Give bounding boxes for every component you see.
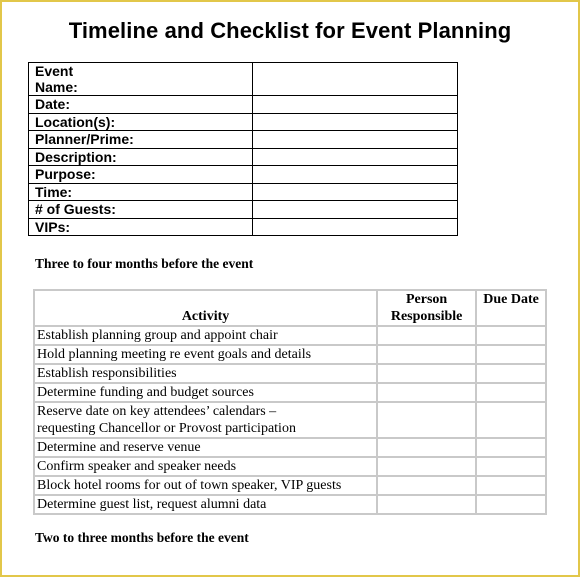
column-header-person-line1: Person (406, 292, 448, 307)
person-responsible-cell[interactable] (377, 457, 476, 476)
column-header-person-line2: Responsible (390, 309, 463, 324)
activity-cell-line2: requesting Chancellor or Provost participation (37, 421, 296, 436)
due-date-cell[interactable] (476, 476, 546, 495)
info-label-purpose: Purpose: (29, 166, 253, 184)
activity-table-header-row (34, 290, 546, 326)
due-date-cell[interactable] (476, 364, 546, 383)
person-responsible-cell[interactable] (377, 495, 476, 514)
info-value-purpose[interactable] (252, 166, 457, 184)
info-label-time: Time: (29, 183, 253, 201)
info-row-date (29, 96, 458, 114)
person-responsible-cell[interactable] (377, 383, 476, 402)
info-value-event-name[interactable] (252, 63, 457, 96)
info-label-planner: Planner/Prime: (29, 131, 253, 149)
activity-cell: Determine and reserve venue (34, 438, 377, 457)
due-date-cell[interactable] (476, 495, 546, 514)
due-date-cell[interactable] (476, 402, 546, 438)
due-date-cell[interactable] (476, 438, 546, 457)
table-row (34, 457, 546, 476)
info-row-vips (29, 218, 458, 236)
document-title: Timeline and Checklist for Event Planning (68, 18, 512, 43)
activity-cell: Confirm speaker and speaker needs (34, 457, 377, 476)
info-value-description[interactable] (252, 148, 457, 166)
person-responsible-cell[interactable] (377, 438, 476, 457)
info-label-description: Description: (29, 148, 253, 166)
activity-checklist-table (33, 289, 547, 515)
person-responsible-cell[interactable] (377, 345, 476, 364)
column-header-activity: Activity (34, 290, 377, 326)
table-row (34, 326, 546, 345)
person-responsible-cell[interactable] (377, 476, 476, 495)
info-value-date[interactable] (252, 96, 457, 114)
activity-cell: Hold planning meeting re event goals and details (34, 345, 377, 364)
info-label-location: Location(s): (29, 113, 253, 131)
table-row (34, 383, 546, 402)
table-row (34, 495, 546, 514)
info-label-guests: # of Guests: (29, 201, 253, 219)
activity-cell: Establish responsibilities (34, 364, 377, 383)
info-row-purpose (29, 166, 458, 184)
column-header-person-responsible (377, 290, 476, 326)
info-value-time[interactable] (252, 183, 457, 201)
activity-cell: Establish planning group and appoint chair (34, 326, 377, 345)
column-header-due-date: Due Date (476, 290, 546, 326)
due-date-cell[interactable] (476, 457, 546, 476)
info-label-event-name-line1: Event (35, 63, 74, 79)
table-row (34, 364, 546, 383)
activity-cell (34, 402, 377, 438)
section-heading-two-to-three-months: Two to three months before the event (35, 530, 249, 545)
table-row (34, 402, 546, 438)
table-row (34, 476, 546, 495)
info-row-guests (29, 201, 458, 219)
info-row-description (29, 148, 458, 166)
event-info-table (28, 62, 458, 236)
info-value-planner[interactable] (252, 131, 457, 149)
section-heading-three-to-four-months: Three to four months before the event (35, 256, 254, 271)
info-label-date: Date: (29, 96, 253, 114)
info-label-vips: VIPs: (29, 218, 253, 236)
table-row (34, 438, 546, 457)
person-responsible-cell[interactable] (377, 326, 476, 345)
due-date-cell[interactable] (476, 383, 546, 402)
info-value-vips[interactable] (252, 218, 457, 236)
info-row-planner (29, 131, 458, 149)
info-label-event-name-line2: Name: (35, 79, 78, 95)
activity-cell: Determine guest list, request alumni data (34, 495, 377, 514)
info-row-location (29, 113, 458, 131)
activity-cell: Determine funding and budget sources (34, 383, 377, 402)
info-value-guests[interactable] (252, 201, 457, 219)
activity-cell-line1: Reserve date on key attendees’ calendars – (37, 404, 277, 419)
person-responsible-cell[interactable] (377, 364, 476, 383)
activity-cell: Block hotel rooms for out of town speaker, VIP guests (34, 476, 377, 495)
person-responsible-cell[interactable] (377, 402, 476, 438)
due-date-cell[interactable] (476, 345, 546, 364)
info-row-time (29, 183, 458, 201)
info-label-event-name (29, 63, 253, 96)
due-date-cell[interactable] (476, 326, 546, 345)
info-row-event-name (29, 63, 458, 96)
table-row (34, 345, 546, 364)
info-value-location[interactable] (252, 113, 457, 131)
